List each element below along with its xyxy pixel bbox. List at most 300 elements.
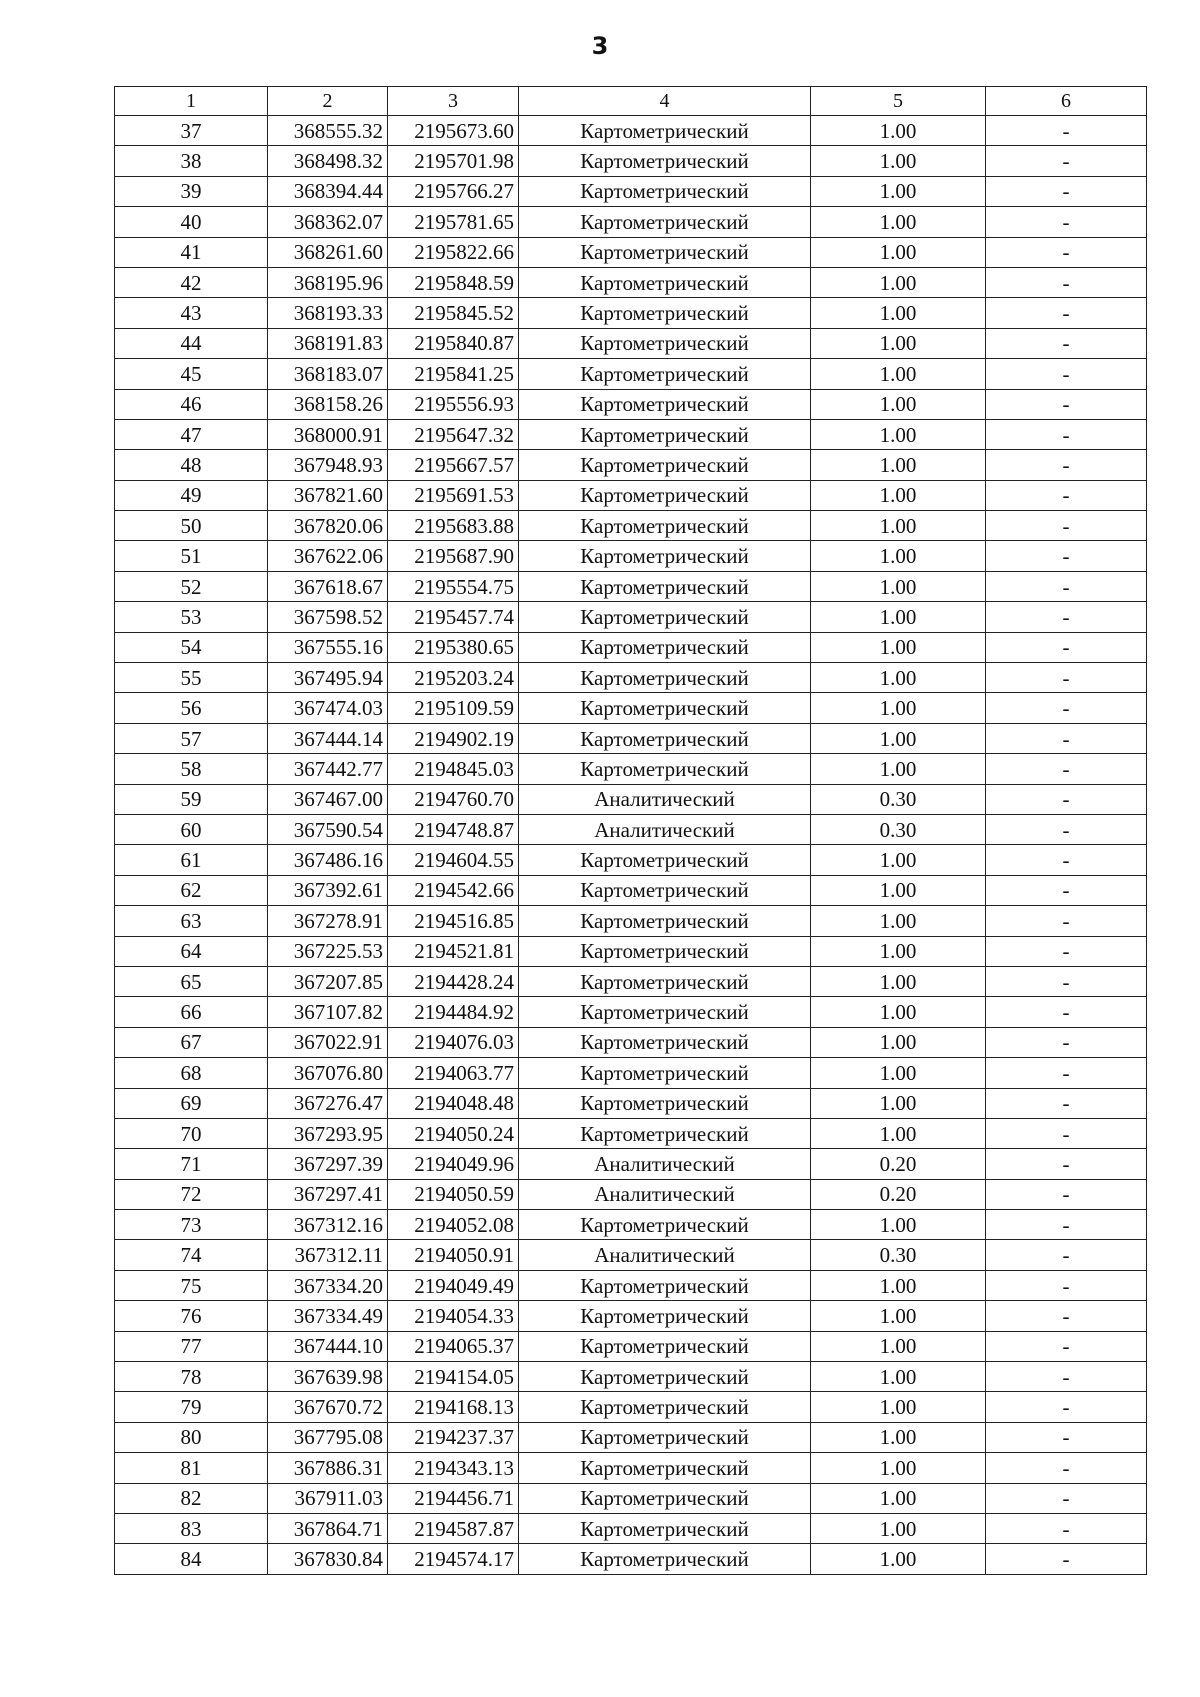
description-cell: -: [986, 389, 1147, 419]
description-cell: -: [986, 511, 1147, 541]
method-cell: Картометрический: [519, 480, 811, 510]
table-row: [115, 328, 1147, 358]
y-coordinate-cell: 2195691.53: [388, 480, 519, 510]
table-row: [115, 1118, 1147, 1148]
y-coordinate-cell: 2194063.77: [388, 1058, 519, 1088]
method-cell: Картометрический: [519, 1362, 811, 1392]
accuracy-cell: 1.00: [811, 1392, 986, 1422]
description-cell: -: [986, 1544, 1147, 1574]
x-coordinate-cell: 367864.71: [268, 1513, 388, 1543]
description-cell: -: [986, 936, 1147, 966]
table-row: [115, 1453, 1147, 1483]
y-coordinate-cell: 2195766.27: [388, 176, 519, 206]
description-cell: -: [986, 632, 1147, 662]
y-coordinate-cell: 2194054.33: [388, 1301, 519, 1331]
x-coordinate-cell: 367948.93: [268, 450, 388, 480]
description-cell: -: [986, 176, 1147, 206]
point-number-cell: 46: [115, 389, 268, 419]
method-cell: Картометрический: [519, 359, 811, 389]
description-cell: -: [986, 1513, 1147, 1543]
method-cell: Картометрический: [519, 663, 811, 693]
point-number-cell: 41: [115, 237, 268, 267]
description-cell: -: [986, 997, 1147, 1027]
description-cell: -: [986, 814, 1147, 844]
point-number-cell: 47: [115, 419, 268, 449]
column-header-4: 4: [519, 87, 811, 116]
accuracy-cell: 1.00: [811, 450, 986, 480]
y-coordinate-cell: 2194049.49: [388, 1270, 519, 1300]
x-coordinate-cell: 368193.33: [268, 298, 388, 328]
y-coordinate-cell: 2194456.71: [388, 1483, 519, 1513]
table-row: [115, 997, 1147, 1027]
table-row: [115, 875, 1147, 905]
y-coordinate-cell: 2194574.17: [388, 1544, 519, 1574]
x-coordinate-cell: 367886.31: [268, 1453, 388, 1483]
method-cell: Картометрический: [519, 1483, 811, 1513]
method-cell: Картометрический: [519, 1210, 811, 1240]
point-number-cell: 53: [115, 602, 268, 632]
accuracy-cell: 1.00: [811, 1513, 986, 1543]
point-number-cell: 68: [115, 1058, 268, 1088]
point-number-cell: 51: [115, 541, 268, 571]
description-cell: -: [986, 1331, 1147, 1361]
method-cell: Картометрический: [519, 1270, 811, 1300]
x-coordinate-cell: 367495.94: [268, 663, 388, 693]
point-number-cell: 67: [115, 1027, 268, 1057]
x-coordinate-cell: 367639.98: [268, 1362, 388, 1392]
accuracy-cell: 1.00: [811, 602, 986, 632]
table-row: [115, 1483, 1147, 1513]
point-number-cell: 54: [115, 632, 268, 662]
accuracy-cell: 1.00: [811, 267, 986, 297]
accuracy-cell: 0.30: [811, 784, 986, 814]
point-number-cell: 74: [115, 1240, 268, 1270]
table-row: [115, 1179, 1147, 1209]
accuracy-cell: 1.00: [811, 511, 986, 541]
method-cell: Картометрический: [519, 207, 811, 237]
method-cell: Картометрический: [519, 511, 811, 541]
accuracy-cell: 1.00: [811, 754, 986, 784]
table-row: [115, 1362, 1147, 1392]
accuracy-cell: 1.00: [811, 1544, 986, 1574]
table-row: [115, 814, 1147, 844]
accuracy-cell: 0.20: [811, 1179, 986, 1209]
accuracy-cell: 1.00: [811, 845, 986, 875]
y-coordinate-cell: 2194048.48: [388, 1088, 519, 1118]
x-coordinate-cell: 367225.53: [268, 936, 388, 966]
x-coordinate-cell: 368498.32: [268, 146, 388, 176]
y-coordinate-cell: 2194521.81: [388, 936, 519, 966]
table-header-row: [115, 87, 1147, 116]
method-cell: Картометрический: [519, 1453, 811, 1483]
y-coordinate-cell: 2195840.87: [388, 328, 519, 358]
point-number-cell: 77: [115, 1331, 268, 1361]
point-number-cell: 58: [115, 754, 268, 784]
description-cell: -: [986, 146, 1147, 176]
table-row: [115, 450, 1147, 480]
x-coordinate-cell: 367076.80: [268, 1058, 388, 1088]
accuracy-cell: 1.00: [811, 1118, 986, 1148]
x-coordinate-cell: 368000.91: [268, 419, 388, 449]
method-cell: Картометрический: [519, 450, 811, 480]
description-cell: -: [986, 693, 1147, 723]
point-number-cell: 55: [115, 663, 268, 693]
y-coordinate-cell: 2194760.70: [388, 784, 519, 814]
method-cell: Картометрический: [519, 693, 811, 723]
method-cell: Картометрический: [519, 845, 811, 875]
table-row: [115, 723, 1147, 753]
table-row: [115, 267, 1147, 297]
point-number-cell: 60: [115, 814, 268, 844]
accuracy-cell: 1.00: [811, 1362, 986, 1392]
description-cell: -: [986, 450, 1147, 480]
method-cell: Картометрический: [519, 754, 811, 784]
table-row: [115, 602, 1147, 632]
description-cell: -: [986, 480, 1147, 510]
point-number-cell: 49: [115, 480, 268, 510]
table-row: [115, 693, 1147, 723]
table-row: [115, 663, 1147, 693]
accuracy-cell: 1.00: [811, 237, 986, 267]
x-coordinate-cell: 367334.49: [268, 1301, 388, 1331]
accuracy-cell: 1.00: [811, 1422, 986, 1452]
point-number-cell: 82: [115, 1483, 268, 1513]
x-coordinate-cell: 367442.77: [268, 754, 388, 784]
y-coordinate-cell: 2195701.98: [388, 146, 519, 176]
point-number-cell: 42: [115, 267, 268, 297]
x-coordinate-cell: 367107.82: [268, 997, 388, 1027]
y-coordinate-cell: 2194902.19: [388, 723, 519, 753]
point-number-cell: 83: [115, 1513, 268, 1543]
accuracy-cell: 1.00: [811, 1301, 986, 1331]
y-coordinate-cell: 2195457.74: [388, 602, 519, 632]
y-coordinate-cell: 2195683.88: [388, 511, 519, 541]
accuracy-cell: 1.00: [811, 116, 986, 146]
method-cell: Картометрический: [519, 237, 811, 267]
column-header-2: 2: [268, 87, 388, 116]
description-cell: -: [986, 1058, 1147, 1088]
description-cell: -: [986, 1240, 1147, 1270]
y-coordinate-cell: 2194542.66: [388, 875, 519, 905]
table-row: [115, 511, 1147, 541]
accuracy-cell: 1.00: [811, 1210, 986, 1240]
description-cell: -: [986, 663, 1147, 693]
description-cell: -: [986, 1088, 1147, 1118]
table-row: [115, 146, 1147, 176]
point-number-cell: 71: [115, 1149, 268, 1179]
accuracy-cell: 1.00: [811, 328, 986, 358]
method-cell: Картометрический: [519, 1544, 811, 1574]
y-coordinate-cell: 2195554.75: [388, 571, 519, 601]
description-cell: -: [986, 602, 1147, 632]
table-row: [115, 389, 1147, 419]
description-cell: -: [986, 723, 1147, 753]
accuracy-cell: 1.00: [811, 693, 986, 723]
table-row: [115, 1088, 1147, 1118]
description-cell: -: [986, 1301, 1147, 1331]
point-number-cell: 45: [115, 359, 268, 389]
x-coordinate-cell: 367830.84: [268, 1544, 388, 1574]
y-coordinate-cell: 2195380.65: [388, 632, 519, 662]
column-header-1: 1: [115, 87, 268, 116]
x-coordinate-cell: 368158.26: [268, 389, 388, 419]
description-cell: -: [986, 571, 1147, 601]
description-cell: -: [986, 966, 1147, 996]
point-number-cell: 84: [115, 1544, 268, 1574]
y-coordinate-cell: 2195109.59: [388, 693, 519, 723]
accuracy-cell: 1.00: [811, 997, 986, 1027]
column-header-5: 5: [811, 87, 986, 116]
point-number-cell: 75: [115, 1270, 268, 1300]
description-cell: -: [986, 1362, 1147, 1392]
table-row: [115, 754, 1147, 784]
y-coordinate-cell: 2194516.85: [388, 906, 519, 936]
accuracy-cell: 1.00: [811, 723, 986, 753]
accuracy-cell: 1.00: [811, 966, 986, 996]
point-number-cell: 56: [115, 693, 268, 723]
accuracy-cell: 1.00: [811, 1453, 986, 1483]
y-coordinate-cell: 2194237.37: [388, 1422, 519, 1452]
description-cell: -: [986, 906, 1147, 936]
description-cell: -: [986, 116, 1147, 146]
y-coordinate-cell: 2195841.25: [388, 359, 519, 389]
description-cell: -: [986, 1149, 1147, 1179]
table-row: [115, 1270, 1147, 1300]
method-cell: Картометрический: [519, 1301, 811, 1331]
description-cell: -: [986, 1392, 1147, 1422]
y-coordinate-cell: 2195647.32: [388, 419, 519, 449]
method-cell: Картометрический: [519, 298, 811, 328]
x-coordinate-cell: 367312.11: [268, 1240, 388, 1270]
column-header-3: 3: [388, 87, 519, 116]
x-coordinate-cell: 367334.20: [268, 1270, 388, 1300]
description-cell: -: [986, 237, 1147, 267]
point-number-cell: 39: [115, 176, 268, 206]
table-row: [115, 966, 1147, 996]
accuracy-cell: 1.00: [811, 632, 986, 662]
table-row: [115, 237, 1147, 267]
table-row: [115, 298, 1147, 328]
description-cell: -: [986, 1210, 1147, 1240]
accuracy-cell: 1.00: [811, 1483, 986, 1513]
y-coordinate-cell: 2194604.55: [388, 845, 519, 875]
accuracy-cell: 0.30: [811, 814, 986, 844]
x-coordinate-cell: 367312.16: [268, 1210, 388, 1240]
method-cell: Картометрический: [519, 541, 811, 571]
y-coordinate-cell: 2194484.92: [388, 997, 519, 1027]
method-cell: Картометрический: [519, 1058, 811, 1088]
method-cell: Картометрический: [519, 1392, 811, 1422]
method-cell: Картометрический: [519, 571, 811, 601]
description-cell: -: [986, 541, 1147, 571]
x-coordinate-cell: 367392.61: [268, 875, 388, 905]
accuracy-cell: 1.00: [811, 1088, 986, 1118]
table-row: [115, 419, 1147, 449]
accuracy-cell: 1.00: [811, 207, 986, 237]
table-row: [115, 480, 1147, 510]
method-cell: Картометрический: [519, 875, 811, 905]
x-coordinate-cell: 368555.32: [268, 116, 388, 146]
description-cell: -: [986, 1453, 1147, 1483]
x-coordinate-cell: 367278.91: [268, 906, 388, 936]
point-number-cell: 59: [115, 784, 268, 814]
point-number-cell: 62: [115, 875, 268, 905]
x-coordinate-cell: 367622.06: [268, 541, 388, 571]
point-number-cell: 72: [115, 1179, 268, 1209]
point-number-cell: 69: [115, 1088, 268, 1118]
method-cell: Картометрический: [519, 1422, 811, 1452]
point-number-cell: 40: [115, 207, 268, 237]
point-number-cell: 43: [115, 298, 268, 328]
x-coordinate-cell: 367821.60: [268, 480, 388, 510]
method-cell: Картометрический: [519, 328, 811, 358]
method-cell: Картометрический: [519, 116, 811, 146]
accuracy-cell: 1.00: [811, 541, 986, 571]
x-coordinate-cell: 367598.52: [268, 602, 388, 632]
method-cell: Картометрический: [519, 146, 811, 176]
table-row: [115, 1301, 1147, 1331]
point-number-cell: 79: [115, 1392, 268, 1422]
table-row: [115, 1544, 1147, 1574]
x-coordinate-cell: 367444.10: [268, 1331, 388, 1361]
table-row: [115, 1331, 1147, 1361]
description-cell: -: [986, 1118, 1147, 1148]
point-number-cell: 37: [115, 116, 268, 146]
description-cell: -: [986, 754, 1147, 784]
method-cell: Картометрический: [519, 602, 811, 632]
accuracy-cell: 1.00: [811, 936, 986, 966]
table-row: [115, 207, 1147, 237]
page-number: 3: [591, 32, 609, 60]
x-coordinate-cell: 367022.91: [268, 1027, 388, 1057]
x-coordinate-cell: 367590.54: [268, 814, 388, 844]
table-row: [115, 359, 1147, 389]
method-cell: Аналитический: [519, 1240, 811, 1270]
point-number-cell: 38: [115, 146, 268, 176]
method-cell: Картометрический: [519, 906, 811, 936]
table-row: [115, 845, 1147, 875]
table-row: [115, 541, 1147, 571]
accuracy-cell: 1.00: [811, 906, 986, 936]
y-coordinate-cell: 2195673.60: [388, 116, 519, 146]
y-coordinate-cell: 2195203.24: [388, 663, 519, 693]
point-number-cell: 50: [115, 511, 268, 541]
description-cell: -: [986, 875, 1147, 905]
method-cell: Аналитический: [519, 784, 811, 814]
accuracy-cell: 0.20: [811, 1149, 986, 1179]
method-cell: Картометрический: [519, 267, 811, 297]
method-cell: Аналитический: [519, 814, 811, 844]
description-cell: -: [986, 1179, 1147, 1209]
y-coordinate-cell: 2195556.93: [388, 389, 519, 419]
table-row: [115, 176, 1147, 206]
x-coordinate-cell: 367297.41: [268, 1179, 388, 1209]
y-coordinate-cell: 2194845.03: [388, 754, 519, 784]
x-coordinate-cell: 368191.83: [268, 328, 388, 358]
method-cell: Картометрический: [519, 1513, 811, 1543]
method-cell: Аналитический: [519, 1149, 811, 1179]
x-coordinate-cell: 368195.96: [268, 267, 388, 297]
description-cell: -: [986, 1270, 1147, 1300]
point-number-cell: 64: [115, 936, 268, 966]
x-coordinate-cell: 367795.08: [268, 1422, 388, 1452]
accuracy-cell: 0.30: [811, 1240, 986, 1270]
description-cell: -: [986, 1422, 1147, 1452]
x-coordinate-cell: 367467.00: [268, 784, 388, 814]
accuracy-cell: 1.00: [811, 359, 986, 389]
y-coordinate-cell: 2195687.90: [388, 541, 519, 571]
table-body: [115, 116, 1147, 1575]
method-cell: Аналитический: [519, 1179, 811, 1209]
description-cell: -: [986, 328, 1147, 358]
y-coordinate-cell: 2195848.59: [388, 267, 519, 297]
point-number-cell: 57: [115, 723, 268, 753]
description-cell: -: [986, 359, 1147, 389]
column-header-6: 6: [986, 87, 1147, 116]
table-row: [115, 1149, 1147, 1179]
method-cell: Картометрический: [519, 389, 811, 419]
x-coordinate-cell: 368183.07: [268, 359, 388, 389]
x-coordinate-cell: 367474.03: [268, 693, 388, 723]
x-coordinate-cell: 367297.39: [268, 1149, 388, 1179]
method-cell: Картометрический: [519, 632, 811, 662]
accuracy-cell: 1.00: [811, 389, 986, 419]
point-number-cell: 73: [115, 1210, 268, 1240]
method-cell: Картометрический: [519, 723, 811, 753]
accuracy-cell: 1.00: [811, 571, 986, 601]
description-cell: -: [986, 784, 1147, 814]
point-number-cell: 61: [115, 845, 268, 875]
x-coordinate-cell: 368261.60: [268, 237, 388, 267]
method-cell: Картометрический: [519, 176, 811, 206]
y-coordinate-cell: 2194168.13: [388, 1392, 519, 1422]
method-cell: Картометрический: [519, 1088, 811, 1118]
y-coordinate-cell: 2194050.91: [388, 1240, 519, 1270]
y-coordinate-cell: 2195822.66: [388, 237, 519, 267]
accuracy-cell: 1.00: [811, 1270, 986, 1300]
point-number-cell: 52: [115, 571, 268, 601]
description-cell: -: [986, 1483, 1147, 1513]
accuracy-cell: 1.00: [811, 663, 986, 693]
x-coordinate-cell: 367670.72: [268, 1392, 388, 1422]
table-row: [115, 1240, 1147, 1270]
table-row: [115, 116, 1147, 146]
y-coordinate-cell: 2194049.96: [388, 1149, 519, 1179]
point-number-cell: 70: [115, 1118, 268, 1148]
method-cell: Картометрический: [519, 1331, 811, 1361]
x-coordinate-cell: 367555.16: [268, 632, 388, 662]
table-row: [115, 1058, 1147, 1088]
x-coordinate-cell: 367276.47: [268, 1088, 388, 1118]
table-row: [115, 936, 1147, 966]
x-coordinate-cell: 367820.06: [268, 511, 388, 541]
coordinates-table: [114, 86, 1147, 1575]
accuracy-cell: 1.00: [811, 480, 986, 510]
y-coordinate-cell: 2194050.59: [388, 1179, 519, 1209]
table-row: [115, 571, 1147, 601]
point-number-cell: 78: [115, 1362, 268, 1392]
x-coordinate-cell: 367618.67: [268, 571, 388, 601]
x-coordinate-cell: 367911.03: [268, 1483, 388, 1513]
x-coordinate-cell: 367207.85: [268, 966, 388, 996]
description-cell: -: [986, 298, 1147, 328]
accuracy-cell: 1.00: [811, 419, 986, 449]
point-number-cell: 66: [115, 997, 268, 1027]
point-number-cell: 44: [115, 328, 268, 358]
description-cell: -: [986, 207, 1147, 237]
x-coordinate-cell: 367486.16: [268, 845, 388, 875]
table-row: [115, 1422, 1147, 1452]
